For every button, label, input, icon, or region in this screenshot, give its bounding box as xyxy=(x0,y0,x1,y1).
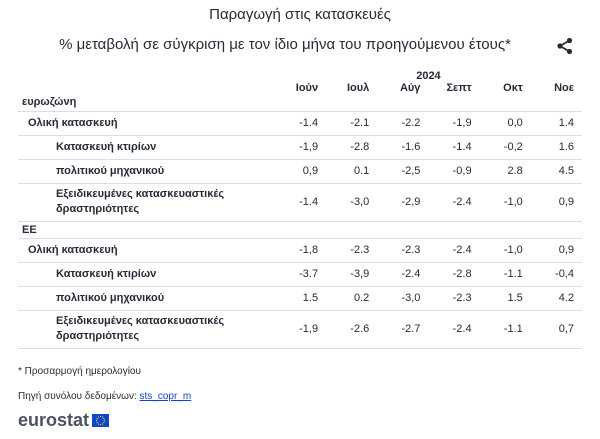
value-cell: -3.7 xyxy=(275,262,326,286)
value-cell: 1.5 xyxy=(480,286,531,310)
value-cell: -1.4 xyxy=(428,135,479,159)
group-row xyxy=(18,94,582,111)
source-prefix: Πηγή συνόλου δεδομένων: xyxy=(18,391,137,402)
table-row xyxy=(18,135,582,159)
value-cell: -2.4 xyxy=(377,262,428,286)
value-cell: -1.1 xyxy=(480,262,531,286)
value-cell: -2.1 xyxy=(326,111,377,135)
row-label: Εξειδικευμένες κατασκευαστικές δραστηριότητες xyxy=(18,310,275,348)
value-cell: 1.6 xyxy=(531,135,582,159)
header-blank xyxy=(18,82,275,94)
eu-flag-icon xyxy=(92,414,109,427)
row-label: Ολική κατασκευή xyxy=(18,111,275,135)
dataset-link[interactable]: sts_copr_m xyxy=(139,391,192,402)
month-header-row xyxy=(18,82,582,94)
group-row xyxy=(18,221,582,238)
row-label: Κατασκευή κτιρίων xyxy=(18,262,275,286)
month-header: Ιούν xyxy=(295,82,319,94)
month-header: Ιουλ xyxy=(346,82,370,94)
value-cell: -1.1 xyxy=(480,310,531,348)
header-blank xyxy=(18,70,275,82)
value-cell: 0,0 xyxy=(480,111,531,135)
value-cell: -2.8 xyxy=(428,262,479,286)
month-header: Σεπτ xyxy=(446,82,472,94)
value-cell: -1,0 xyxy=(480,183,531,221)
chart-title: Παραγωγή στις κατασκευές xyxy=(209,6,391,23)
table-row xyxy=(18,262,582,286)
value-cell: -2.7 xyxy=(377,310,428,348)
value-cell: 0,9 xyxy=(531,183,582,221)
value-cell: -1,9 xyxy=(275,310,326,348)
value-cell: 4.2 xyxy=(531,286,582,310)
table-row xyxy=(18,111,582,135)
share-icon[interactable] xyxy=(556,37,574,55)
table-row xyxy=(18,286,582,310)
value-cell: -0,2 xyxy=(480,135,531,159)
value-cell: 0,9 xyxy=(275,159,326,183)
value-cell: -2.4 xyxy=(428,183,479,221)
value-cell: 1.5 xyxy=(275,286,326,310)
value-cell: -2.3 xyxy=(428,286,479,310)
table-row xyxy=(18,183,582,221)
group-label: ΕΕ xyxy=(18,221,582,238)
value-cell: -1.4 xyxy=(275,183,326,221)
value-cell: -2.2 xyxy=(377,111,428,135)
value-cell: 0,9 xyxy=(531,238,582,262)
value-cell: -1.4 xyxy=(275,111,326,135)
source-line xyxy=(18,391,191,402)
value-cell: -1,0 xyxy=(480,238,531,262)
value-cell: -0,4 xyxy=(531,262,582,286)
value-cell: 1.4 xyxy=(531,111,582,135)
value-cell: -2,5 xyxy=(377,159,428,183)
month-header: Αύγ xyxy=(399,82,421,94)
month-header: Οκτ xyxy=(503,82,523,94)
row-label: Εξειδικευμένες κατασκευαστικές δραστηριότητες xyxy=(18,183,275,221)
row-label: πολιτικού μηχανικού xyxy=(18,286,275,310)
value-cell: -2.6 xyxy=(326,310,377,348)
value-cell: -3,9 xyxy=(326,262,377,286)
value-cell: -2.3 xyxy=(377,238,428,262)
chart-subtitle: % μεταβολή σε σύγκριση με τον ίδιο μήνα του προηγούμενου έτους* xyxy=(59,36,511,53)
value-cell: 0.2 xyxy=(326,286,377,310)
value-cell: -1.6 xyxy=(377,135,428,159)
group-label: ευρωζώνη xyxy=(18,94,582,111)
year-header: 2024 xyxy=(416,70,441,82)
table-row xyxy=(18,159,582,183)
value-cell: 0.1 xyxy=(326,159,377,183)
table-row xyxy=(18,238,582,262)
value-cell: -2,9 xyxy=(377,183,428,221)
row-label: Ολική κατασκευή xyxy=(18,238,275,262)
value-cell: 0,7 xyxy=(531,310,582,348)
value-cell: -1,9 xyxy=(275,135,326,159)
value-cell: 4.5 xyxy=(531,159,582,183)
value-cell: -1,9 xyxy=(428,111,479,135)
value-cell: -1,8 xyxy=(275,238,326,262)
table-row xyxy=(18,310,582,348)
value-cell: -2.8 xyxy=(326,135,377,159)
value-cell: -2.4 xyxy=(428,238,479,262)
year-header-row xyxy=(18,70,582,82)
row-label: Κατασκευή κτιρίων xyxy=(18,135,275,159)
eurostat-logo xyxy=(18,410,109,431)
value-cell: -3,0 xyxy=(326,183,377,221)
logo-text: eurostat xyxy=(18,410,90,430)
footnote: * Προσαρμογή ημερολογίου xyxy=(18,366,141,377)
value-cell: 2.8 xyxy=(480,159,531,183)
value-cell: -3,0 xyxy=(377,286,428,310)
value-cell: -2.3 xyxy=(326,238,377,262)
value-cell: -0,9 xyxy=(428,159,479,183)
value-cell: -2.4 xyxy=(428,310,479,348)
data-table xyxy=(18,70,582,349)
month-header: Νοε xyxy=(554,82,574,94)
row-label: πολιτικού μηχανικού xyxy=(18,159,275,183)
